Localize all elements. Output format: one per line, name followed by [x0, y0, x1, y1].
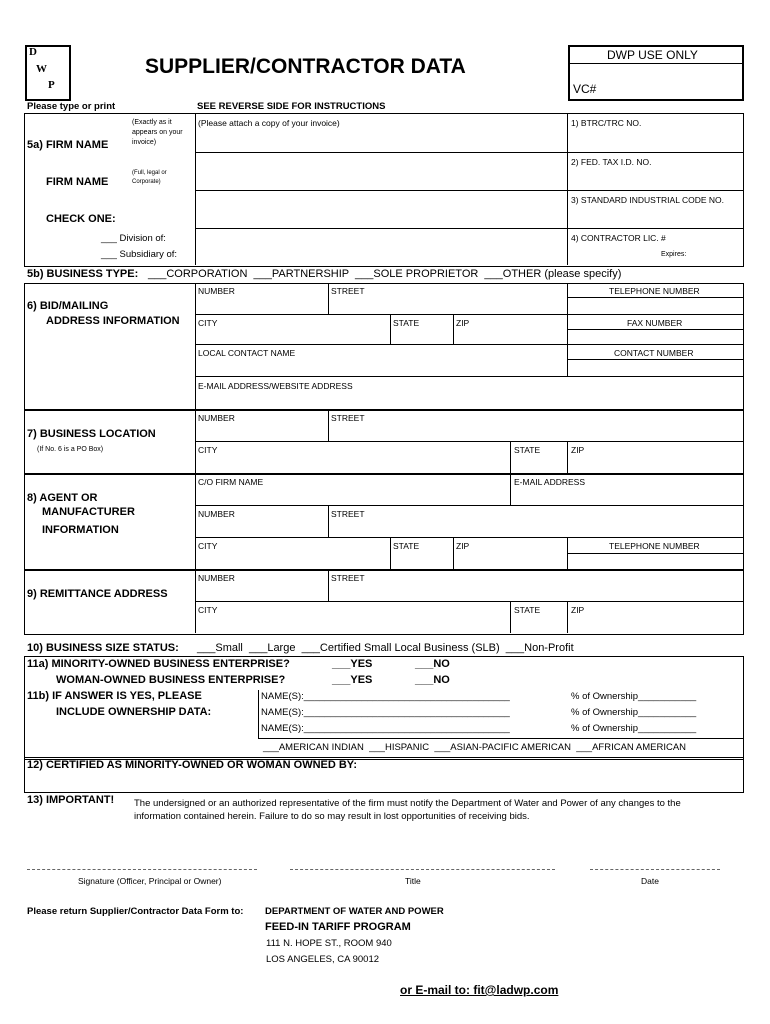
s8-number-label: NUMBER: [198, 509, 235, 519]
s9-zip-label: ZIP: [571, 605, 585, 615]
exactly-as-note: (Exactly as it appears on your invoice): [132, 119, 183, 146]
section-9-label: 9) REMITTANCE ADDRESS: [27, 588, 168, 600]
owner-names-field-2[interactable]: NAME(S):_______________________________________: [261, 707, 510, 718]
woman-yes-option[interactable]: ___YES: [332, 674, 373, 686]
minority-no-option[interactable]: ___NO: [415, 658, 450, 670]
title-label: Title: [405, 876, 421, 886]
important-label: 13) IMPORTANT!: [27, 794, 115, 806]
ownership-data-label: 11b) IF ANSWER IS YES, PLEASE: [27, 690, 202, 702]
s8-state-label: STATE: [393, 541, 420, 551]
ownership-data-label-2: INCLUDE OWNERSHIP DATA:: [56, 706, 212, 718]
section-8-label-3: INFORMATION: [42, 524, 119, 536]
vc-number-label: VC#: [573, 82, 597, 96]
s8-co-firm-label: C/O FIRM NAME: [198, 477, 264, 487]
business-size-options[interactable]: ___Small ___Large ___Certified Small Local Business (SLB) ___Non-Profit: [197, 642, 574, 654]
section-7-box: [24, 409, 744, 475]
contractor-lic-label: 4) CONTRACTOR LIC. #: [571, 233, 666, 243]
owner-names-field-1[interactable]: NAME(S):_______________________________________: [261, 691, 510, 702]
s6-local-contact-label: LOCAL CONTACT NAME: [198, 348, 296, 358]
signature-label: Signature (Officer, Principal or Owner): [78, 876, 222, 886]
return-street: 111 N. HOPE ST., ROOM 940: [266, 938, 392, 949]
business-type-label: 5b) BUSINESS TYPE:: [27, 268, 139, 280]
s8-zip-label: ZIP: [456, 541, 470, 551]
s9-number-label: NUMBER: [198, 573, 235, 583]
woman-owned-question: WOMAN-OWNED BUSINESS ENTERPRISE?: [56, 674, 286, 686]
section-8-box: [24, 473, 744, 571]
s7-number-label: NUMBER: [198, 413, 235, 423]
date-label: Date: [641, 876, 659, 886]
s7-street-label: STREET: [331, 413, 365, 423]
return-department: DEPARTMENT OF WATER AND POWER: [265, 906, 444, 917]
fed-tax-id-label: 2) FED. TAX I.D. NO.: [571, 157, 652, 167]
s6-email-website-label: E-MAIL ADDRESS/WEBSITE ADDRESS: [198, 381, 353, 391]
division-of-option[interactable]: ___ Division of:: [101, 233, 166, 244]
s9-state-label: STATE: [514, 605, 541, 615]
s6-number-label: NUMBER: [198, 286, 235, 296]
dwp-use-only-label: DWP USE ONLY: [607, 48, 698, 62]
woman-no-option[interactable]: ___NO: [415, 674, 450, 686]
see-reverse-note: SEE REVERSE SIDE FOR INSTRUCTIONS: [197, 101, 386, 112]
minority-owned-question: 11a) MINORITY-OWNED BUSINESS ENTERPRISE?: [27, 658, 290, 670]
section-6-box: [24, 283, 744, 411]
ownership-percent-field-2[interactable]: % of Ownership___________: [571, 707, 697, 718]
btrc-label: 1) BTRC/TRC NO.: [571, 118, 642, 128]
section-9-box: [24, 569, 744, 635]
page-title: SUPPLIER/CONTRACTOR DATA: [145, 55, 466, 78]
logo-letter-p: P: [48, 79, 55, 91]
return-city: LOS ANGELES, CA 90012: [266, 954, 380, 965]
important-text-1: The undersigned or an authorized representative of the firm must notify the Department of Water and Power of any changes to the: [134, 798, 681, 809]
return-prompt: Please return Supplier/Contractor Data Form to:: [27, 906, 244, 917]
sic-code-label: 3) STANDARD INDUSTRIAL CODE NO.: [571, 195, 725, 205]
section-6-label: 6) BID/MAILING: [27, 300, 109, 312]
section-7-label: 7) BUSINESS LOCATION: [27, 428, 156, 440]
full-legal-note: (Full, legal or Corporate): [132, 170, 167, 185]
s9-city-label: CITY: [198, 605, 218, 615]
email-link[interactable]: or E-mail to: fit@ladwp.com: [400, 983, 559, 997]
ownership-percent-field-3[interactable]: % of Ownership___________: [571, 723, 697, 734]
attach-invoice-note: (Please attach a copy of your invoice): [198, 118, 340, 128]
owner-names-field-3[interactable]: NAME(S):_______________________________________: [261, 723, 510, 734]
s7-zip-label: ZIP: [571, 445, 585, 455]
return-program: FEED-IN TARIFF PROGRAM: [265, 921, 411, 933]
business-type-options[interactable]: ___CORPORATION ___PARTNERSHIP ___SOLE PROPRIETOR ___OTHER (please specify): [148, 268, 622, 280]
s8-street-label: STREET: [331, 509, 365, 519]
s9-street-label: STREET: [331, 573, 365, 583]
ethnicity-options[interactable]: ___AMERICAN INDIAN ___HISPANIC ___ASIAN-PACIFIC AMERICAN ___AFRICAN AMERICAN: [263, 742, 687, 753]
s6-street-label: STREET: [331, 286, 365, 296]
firm-name-5a-label: 5a) FIRM NAME: [27, 139, 109, 151]
s6-city-label: CITY: [198, 318, 218, 328]
section-6-label-2: ADDRESS INFORMATION: [46, 315, 180, 327]
s8-email-label: E-MAIL ADDRESS: [514, 477, 586, 487]
section-8-label-2: MANUFACTURER: [42, 506, 135, 518]
logo-letter-d: D: [29, 46, 37, 58]
type-or-print-note: Please type or print: [27, 101, 116, 112]
s7-city-label: CITY: [198, 445, 218, 455]
s6-zip-label: ZIP: [456, 318, 470, 328]
section-8-label: 8) AGENT OR: [27, 492, 98, 504]
certified-by-label: 12) CERTIFIED AS MINORITY-OWNED OR WOMAN OWNED BY:: [27, 759, 357, 771]
s8-telephone-label: TELEPHONE NUMBER: [609, 541, 700, 551]
expires-label: Expires:: [661, 251, 687, 258]
s7-state-label: STATE: [514, 445, 541, 455]
s8-city-label: CITY: [198, 541, 218, 551]
logo-letter-w: W: [36, 63, 47, 75]
s6-fax-label: FAX NUMBER: [627, 318, 683, 328]
important-text-2: information contained herein. Failure to do so may result in lost opportunities of receiving bids.: [134, 811, 530, 822]
check-one-label: CHECK ONE:: [46, 213, 116, 225]
s6-contact-number-label: CONTACT NUMBER: [614, 348, 694, 358]
s6-telephone-label: TELEPHONE NUMBER: [609, 286, 700, 296]
subsidiary-of-option[interactable]: ___ Subsidiary of:: [101, 249, 178, 260]
business-size-label: 10) BUSINESS SIZE STATUS:: [27, 642, 179, 654]
minority-yes-option[interactable]: ___YES: [332, 658, 373, 670]
firm-name-label: FIRM NAME: [46, 176, 109, 188]
po-box-note: (If No. 6 is a PO Box): [37, 446, 104, 453]
s6-state-label: STATE: [393, 318, 420, 328]
ownership-percent-field-1[interactable]: % of Ownership___________: [571, 691, 697, 702]
